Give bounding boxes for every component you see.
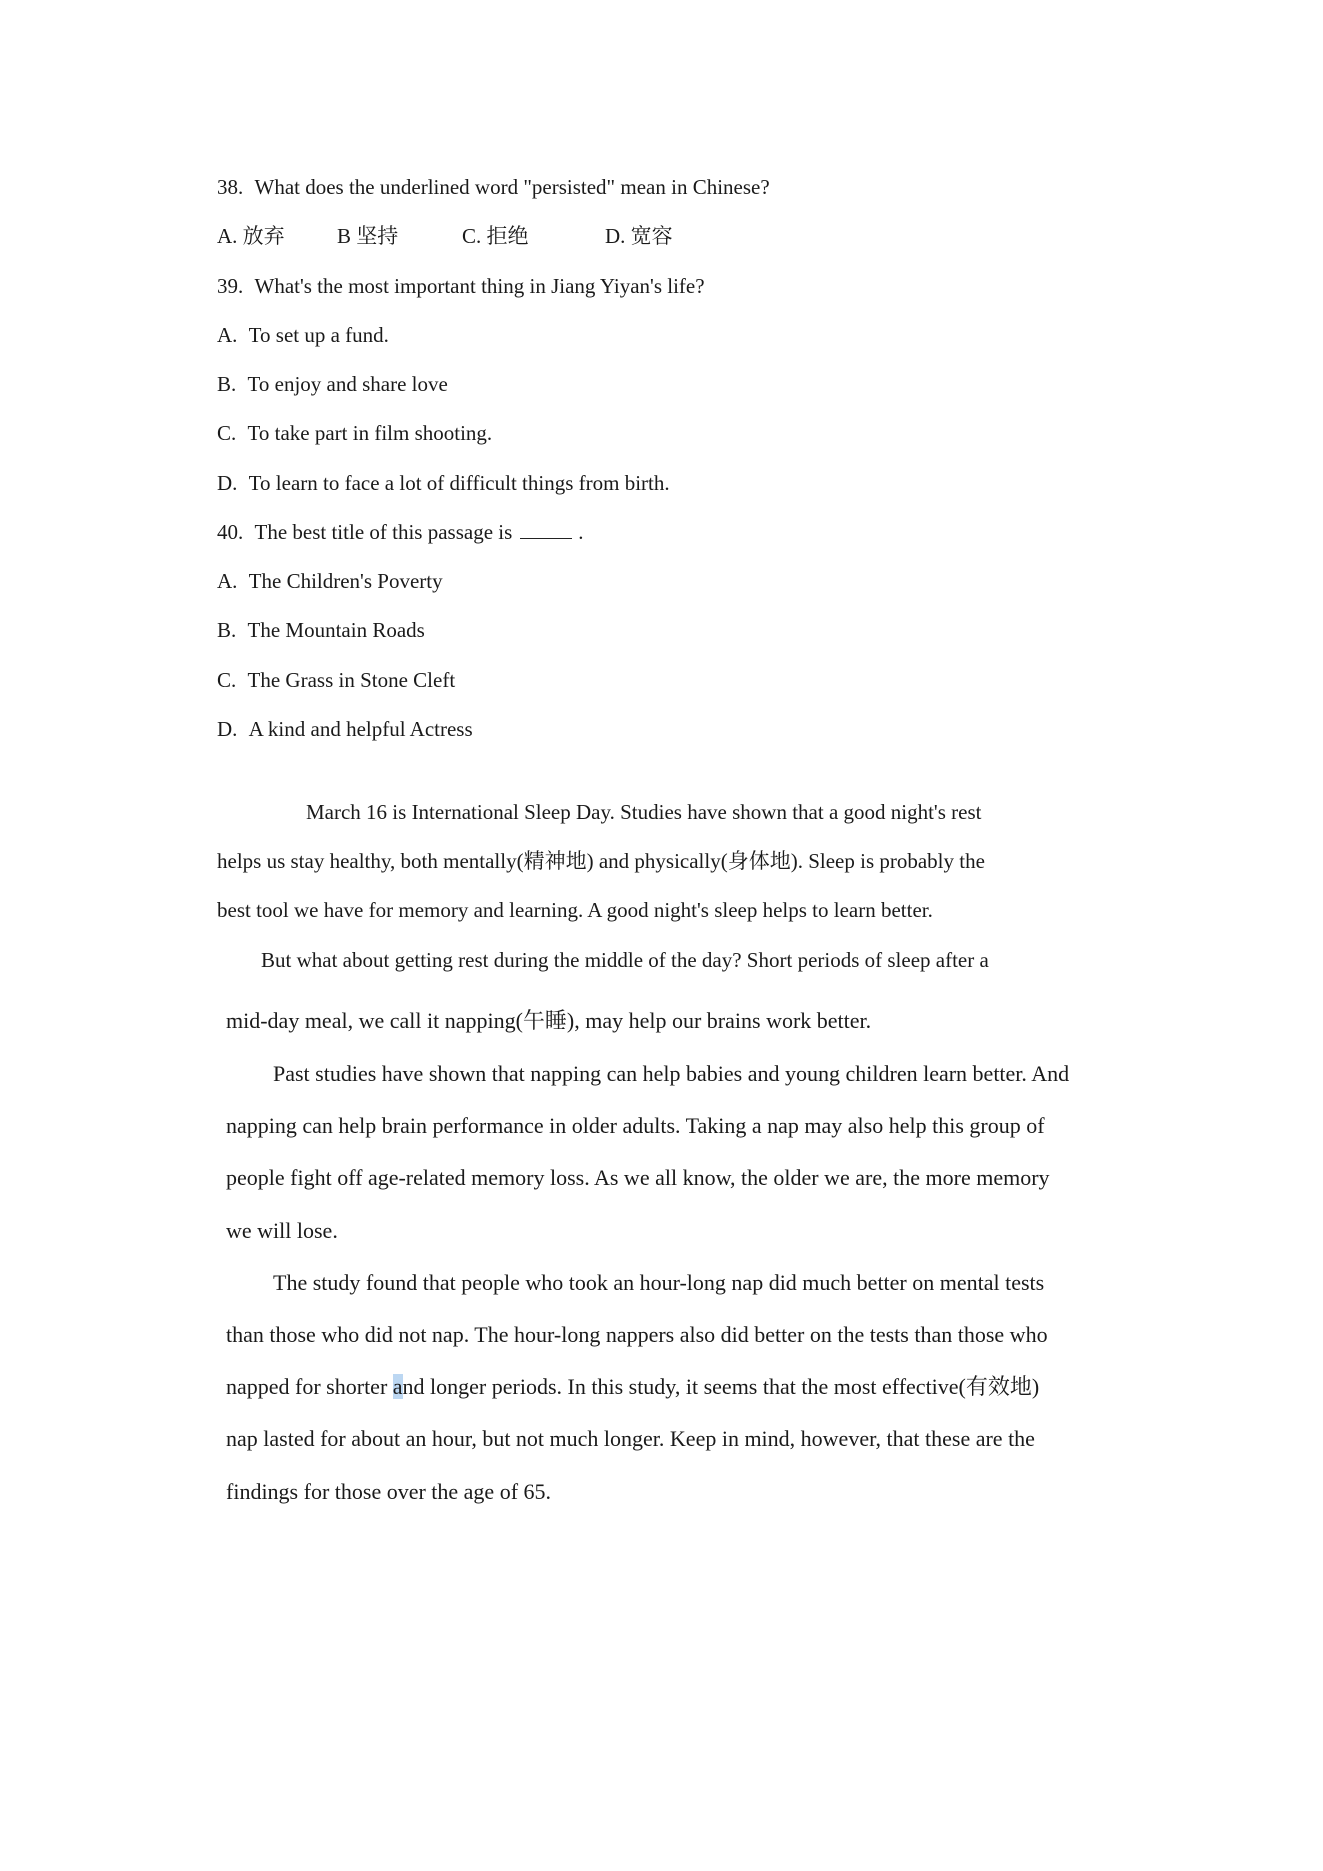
option-d: D. A kind and helpful Actress [217, 717, 473, 741]
question-40: 40. The best title of this passage is . [217, 520, 584, 544]
passage-line: Past studies have shown that napping can help babies and young children learn better. And [273, 1061, 1070, 1086]
question-text: What's the most important thing in Jiang Yiyan's life? [254, 274, 705, 298]
passage-line: March 16 is International Sleep Day. Studies have shown that a good night's rest [306, 800, 982, 824]
passage-line: nap lasted for about an hour, but not much longer. Keep in mind, however, that these are the [226, 1426, 1035, 1451]
question-number: 40. [217, 520, 244, 544]
option-c: C. The Grass in Stone Cleft [217, 668, 456, 692]
question-38-options [217, 222, 673, 250]
question-39 [217, 272, 705, 300]
option-a: A. The Children's Poverty [217, 569, 443, 593]
passage-line: findings for those over the age of 65. [226, 1479, 552, 1504]
option-a: A. 放弃 [217, 224, 285, 248]
passage-line: people fight off age-related memory loss. As we all know, the older we are, the more memory [226, 1165, 1050, 1190]
question-number: 39. [217, 274, 244, 298]
passage-line: mid-day meal, we call it napping(午睡), may help our brains work better. [226, 1008, 872, 1033]
question-text: The best title of this passage is [254, 520, 513, 544]
text-selection-highlight[interactable]: a [392, 1374, 403, 1399]
question-number: 38. [217, 175, 244, 199]
passage-line: napping can help brain performance in older adults. Taking a nap may also help this group of [226, 1113, 1045, 1138]
passage-line: But what about getting rest during the middle of the day? Short periods of sleep after a [261, 948, 989, 972]
passage-line: helps us stay healthy, both mentally(精神地) and physically(身体地). Sleep is probably the [217, 849, 985, 873]
option-a: A. To set up a fund. [217, 323, 389, 347]
passage-line: best tool we have for memory and learning. A good night's sleep helps to learn better. [217, 898, 933, 922]
option-b: B 坚持 [337, 224, 399, 248]
passage-line: than those who did not nap. The hour-long nappers also did better on the tests than those who [226, 1322, 1048, 1347]
option-d: D. 宽容 [605, 224, 673, 248]
passage-line: we will lose. [226, 1218, 338, 1243]
option-b: B. The Mountain Roads [217, 618, 425, 642]
question-text: What does the underlined word "persisted" mean in Chinese? [254, 175, 770, 199]
option-b: B. To enjoy and share love [217, 372, 448, 396]
passage-line: napped for shorter and longer periods. In this study, it seems that the most effective(有效地) [226, 1374, 1040, 1399]
answer-blank [520, 520, 572, 539]
question-38 [217, 173, 770, 201]
option-d: D. To learn to face a lot of difficult things from birth. [217, 471, 670, 495]
option-c: C. 拒绝 [462, 224, 529, 248]
passage-line: The study found that people who took an hour-long nap did much better on mental tests [273, 1270, 1045, 1295]
option-c: C. To take part in film shooting. [217, 421, 493, 445]
